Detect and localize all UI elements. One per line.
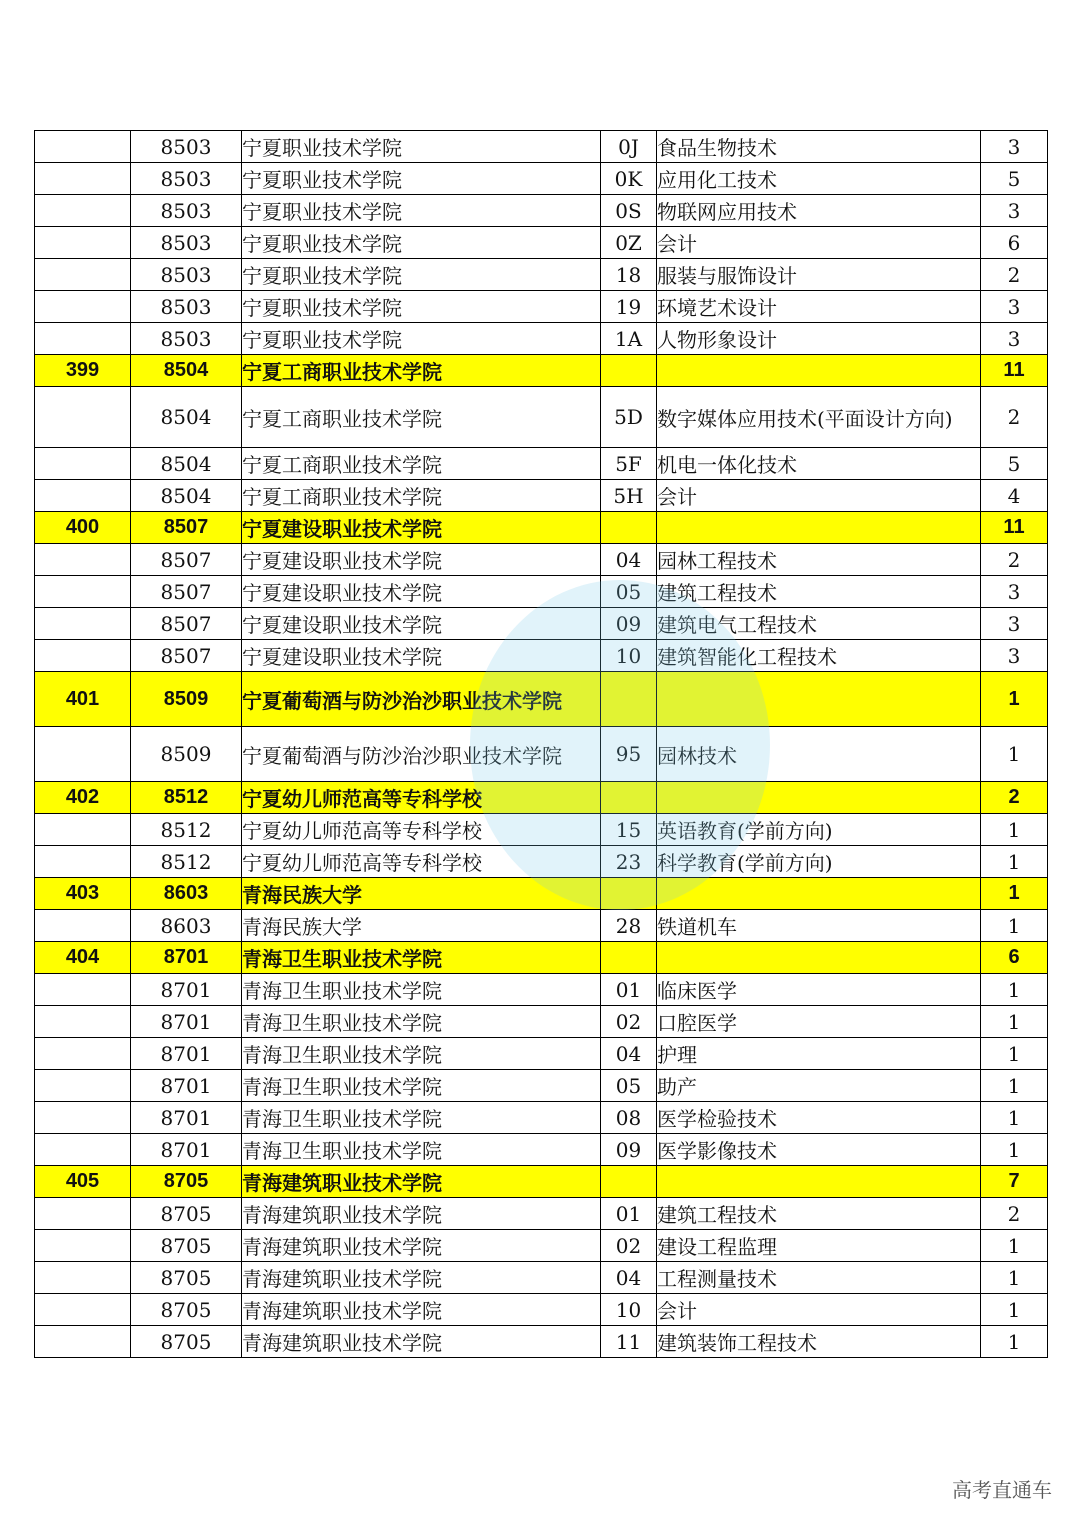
plan-count: 2: [981, 1198, 1048, 1230]
school-code: 8509: [131, 727, 242, 782]
table-row: [35, 1262, 1048, 1294]
school-code: 8705: [131, 1294, 242, 1326]
table-row: [35, 1006, 1048, 1038]
row-index: [35, 227, 131, 259]
school-code: 8701: [131, 942, 242, 974]
school-code: 8603: [131, 910, 242, 942]
table-row: [35, 1230, 1048, 1262]
major-name: [657, 878, 981, 910]
school-name: 青海建筑职业技术学院: [242, 1198, 601, 1230]
major-code: [601, 878, 657, 910]
row-index: [35, 131, 131, 163]
school-code: 8705: [131, 1166, 242, 1198]
school-summary-row: [35, 1166, 1048, 1198]
major-code: 05: [601, 576, 657, 608]
major-code: 5H: [601, 480, 657, 512]
school-code: 8705: [131, 1262, 242, 1294]
school-name: 宁夏建设职业技术学院: [242, 608, 601, 640]
major-name: [657, 355, 981, 387]
plan-count: 1: [981, 846, 1048, 878]
footer-watermark-text: 高考直通车: [952, 1478, 1052, 1502]
major-name: 建设工程监理: [657, 1230, 981, 1262]
row-index: [35, 259, 131, 291]
school-code: 8503: [131, 163, 242, 195]
major-name: 会计: [657, 227, 981, 259]
plan-count: 11: [981, 355, 1048, 387]
row-index: [35, 846, 131, 878]
school-code: 8504: [131, 387, 242, 448]
school-code: 8503: [131, 291, 242, 323]
school-name: 宁夏职业技术学院: [242, 163, 601, 195]
school-code: 8701: [131, 1070, 242, 1102]
plan-count: 1: [981, 727, 1048, 782]
school-code: 8701: [131, 974, 242, 1006]
major-name: 会计: [657, 1294, 981, 1326]
plan-count: 1: [981, 1134, 1048, 1166]
major-name: 园林技术: [657, 727, 981, 782]
enrollment-table: [34, 130, 1048, 1358]
school-name: 宁夏工商职业技术学院: [242, 355, 601, 387]
school-summary-row: [35, 355, 1048, 387]
major-name: 人物形象设计: [657, 323, 981, 355]
major-code: 05: [601, 1070, 657, 1102]
school-name: 青海民族大学: [242, 878, 601, 910]
school-code: 8509: [131, 672, 242, 727]
school-code: 8504: [131, 355, 242, 387]
major-name: 口腔医学: [657, 1006, 981, 1038]
plan-count: 6: [981, 227, 1048, 259]
plan-count: 2: [981, 387, 1048, 448]
school-name: 青海卫生职业技术学院: [242, 1006, 601, 1038]
school-name: 青海建筑职业技术学院: [242, 1166, 601, 1198]
plan-count: 3: [981, 608, 1048, 640]
row-index: [35, 163, 131, 195]
row-index: [35, 1134, 131, 1166]
major-code: 5F: [601, 448, 657, 480]
table-row: [35, 448, 1048, 480]
school-code: 8705: [131, 1326, 242, 1358]
row-index: [35, 814, 131, 846]
major-code: 09: [601, 608, 657, 640]
major-code: 0S: [601, 195, 657, 227]
major-code: 0J: [601, 131, 657, 163]
school-name: 青海卫生职业技术学院: [242, 1070, 601, 1102]
row-index: 400: [35, 512, 131, 544]
major-code: 11: [601, 1326, 657, 1358]
plan-count: 5: [981, 163, 1048, 195]
major-code: 18: [601, 259, 657, 291]
table-row: [35, 1294, 1048, 1326]
school-code: 8507: [131, 640, 242, 672]
major-name: 医学检验技术: [657, 1102, 981, 1134]
major-name: 应用化工技术: [657, 163, 981, 195]
plan-count: 1: [981, 672, 1048, 727]
major-name: 数字媒体应用技术(平面设计方向): [657, 387, 981, 448]
table-row: [35, 727, 1048, 782]
table-row: [35, 576, 1048, 608]
major-code: 09: [601, 1134, 657, 1166]
table-row: [35, 1070, 1048, 1102]
school-code: 8504: [131, 448, 242, 480]
major-code: 0K: [601, 163, 657, 195]
major-code: 04: [601, 1262, 657, 1294]
plan-count: 3: [981, 323, 1048, 355]
major-code: 04: [601, 544, 657, 576]
major-code: 02: [601, 1006, 657, 1038]
row-index: [35, 727, 131, 782]
school-name: 宁夏幼儿师范高等专科学校: [242, 782, 601, 814]
row-index: [35, 1038, 131, 1070]
plan-count: 7: [981, 1166, 1048, 1198]
major-code: 19: [601, 291, 657, 323]
row-index: [35, 1326, 131, 1358]
school-code: 8504: [131, 480, 242, 512]
school-summary-row: [35, 512, 1048, 544]
major-name: 食品生物技术: [657, 131, 981, 163]
major-code: 04: [601, 1038, 657, 1070]
row-index: [35, 640, 131, 672]
major-name: [657, 672, 981, 727]
row-index: [35, 195, 131, 227]
row-index: 403: [35, 878, 131, 910]
school-code: 8603: [131, 878, 242, 910]
table-row: [35, 227, 1048, 259]
table-row: [35, 1198, 1048, 1230]
plan-count: 3: [981, 131, 1048, 163]
major-name: 园林工程技术: [657, 544, 981, 576]
major-name: 助产: [657, 1070, 981, 1102]
plan-count: 1: [981, 974, 1048, 1006]
major-name: [657, 942, 981, 974]
school-name: 青海卫生职业技术学院: [242, 1134, 601, 1166]
row-index: [35, 323, 131, 355]
table-row: [35, 259, 1048, 291]
major-code: 28: [601, 910, 657, 942]
school-name: 宁夏葡萄酒与防沙治沙职业技术学院: [242, 727, 601, 782]
plan-count: 1: [981, 1294, 1048, 1326]
school-summary-row: [35, 672, 1048, 727]
table-row: [35, 640, 1048, 672]
school-name: 宁夏职业技术学院: [242, 291, 601, 323]
plan-count: 6: [981, 942, 1048, 974]
major-name: 建筑智能化工程技术: [657, 640, 981, 672]
major-code: 15: [601, 814, 657, 846]
school-code: 8503: [131, 195, 242, 227]
school-summary-row: [35, 942, 1048, 974]
school-name: 青海建筑职业技术学院: [242, 1262, 601, 1294]
major-code: [601, 672, 657, 727]
school-code: 8512: [131, 846, 242, 878]
table-row: [35, 163, 1048, 195]
plan-count: 1: [981, 1262, 1048, 1294]
table-row: [35, 1134, 1048, 1166]
major-code: 02: [601, 1230, 657, 1262]
major-name: 铁道机车: [657, 910, 981, 942]
row-index: [35, 910, 131, 942]
row-index: [35, 387, 131, 448]
major-name: 建筑工程技术: [657, 576, 981, 608]
table-row: [35, 195, 1048, 227]
school-name: 青海建筑职业技术学院: [242, 1326, 601, 1358]
major-name: 环境艺术设计: [657, 291, 981, 323]
major-name: 工程测量技术: [657, 1262, 981, 1294]
major-code: 10: [601, 1294, 657, 1326]
plan-count: 3: [981, 576, 1048, 608]
school-code: 8507: [131, 576, 242, 608]
table-row: [35, 291, 1048, 323]
school-code: 8701: [131, 1102, 242, 1134]
plan-count: 2: [981, 544, 1048, 576]
major-name: [657, 782, 981, 814]
major-name: 护理: [657, 1038, 981, 1070]
school-name: 宁夏幼儿师范高等专科学校: [242, 814, 601, 846]
plan-count: 5: [981, 448, 1048, 480]
school-code: 8701: [131, 1006, 242, 1038]
plan-count: 1: [981, 1070, 1048, 1102]
plan-count: 11: [981, 512, 1048, 544]
school-name: 宁夏职业技术学院: [242, 195, 601, 227]
plan-count: 2: [981, 259, 1048, 291]
major-code: 08: [601, 1102, 657, 1134]
plan-count: 1: [981, 878, 1048, 910]
plan-count: 1: [981, 1102, 1048, 1134]
school-summary-row: [35, 782, 1048, 814]
school-code: 8507: [131, 608, 242, 640]
row-index: [35, 1006, 131, 1038]
school-code: 8701: [131, 1038, 242, 1070]
school-code: 8705: [131, 1230, 242, 1262]
major-name: 机电一体化技术: [657, 448, 981, 480]
major-name: 会计: [657, 480, 981, 512]
major-name: 科学教育(学前方向): [657, 846, 981, 878]
school-name: 青海民族大学: [242, 910, 601, 942]
school-name: 青海卫生职业技术学院: [242, 974, 601, 1006]
major-code: 10: [601, 640, 657, 672]
row-index: [35, 1262, 131, 1294]
major-code: 23: [601, 846, 657, 878]
major-code: 01: [601, 1198, 657, 1230]
table-row: [35, 387, 1048, 448]
school-name: 宁夏幼儿师范高等专科学校: [242, 846, 601, 878]
table-body: [35, 131, 1048, 1358]
row-index: [35, 448, 131, 480]
major-name: 服装与服饰设计: [657, 259, 981, 291]
school-name: 宁夏职业技术学院: [242, 227, 601, 259]
plan-count: 1: [981, 1230, 1048, 1262]
plan-count: 3: [981, 291, 1048, 323]
row-index: [35, 974, 131, 1006]
table-row: [35, 910, 1048, 942]
row-index: 402: [35, 782, 131, 814]
major-name: [657, 512, 981, 544]
row-index: 405: [35, 1166, 131, 1198]
row-index: 401: [35, 672, 131, 727]
plan-count: 4: [981, 480, 1048, 512]
school-name: 青海卫生职业技术学院: [242, 1102, 601, 1134]
plan-count: 2: [981, 782, 1048, 814]
school-code: 8503: [131, 227, 242, 259]
school-name: 宁夏建设职业技术学院: [242, 544, 601, 576]
school-name: 宁夏工商职业技术学院: [242, 448, 601, 480]
table-row: [35, 608, 1048, 640]
plan-count: 1: [981, 1038, 1048, 1070]
school-code: 8512: [131, 814, 242, 846]
row-index: [35, 1230, 131, 1262]
plan-count: 3: [981, 640, 1048, 672]
plan-count: 1: [981, 814, 1048, 846]
table-row: [35, 544, 1048, 576]
plan-count: 1: [981, 1006, 1048, 1038]
school-name: 青海建筑职业技术学院: [242, 1230, 601, 1262]
school-summary-row: [35, 878, 1048, 910]
plan-count: 1: [981, 1326, 1048, 1358]
row-index: [35, 480, 131, 512]
major-name: 建筑工程技术: [657, 1198, 981, 1230]
major-code: 95: [601, 727, 657, 782]
school-code: 8507: [131, 512, 242, 544]
school-code: 8705: [131, 1198, 242, 1230]
table-row: [35, 974, 1048, 1006]
school-code: 8512: [131, 782, 242, 814]
school-name: 青海建筑职业技术学院: [242, 1294, 601, 1326]
major-code: 01: [601, 974, 657, 1006]
school-name: 宁夏建设职业技术学院: [242, 512, 601, 544]
row-index: [35, 1070, 131, 1102]
row-index: 404: [35, 942, 131, 974]
table-row: [35, 846, 1048, 878]
school-name: 宁夏职业技术学院: [242, 323, 601, 355]
table-row: [35, 323, 1048, 355]
major-code: 1A: [601, 323, 657, 355]
school-name: 宁夏建设职业技术学院: [242, 640, 601, 672]
major-name: 建筑装饰工程技术: [657, 1326, 981, 1358]
school-name: 宁夏职业技术学院: [242, 131, 601, 163]
major-code: [601, 782, 657, 814]
school-name: 宁夏工商职业技术学院: [242, 480, 601, 512]
row-index: [35, 544, 131, 576]
school-code: 8503: [131, 259, 242, 291]
major-code: [601, 512, 657, 544]
plan-count: 1: [981, 910, 1048, 942]
school-name: 宁夏职业技术学院: [242, 259, 601, 291]
school-code: 8503: [131, 131, 242, 163]
major-name: 临床医学: [657, 974, 981, 1006]
major-name: 英语教育(学前方向): [657, 814, 981, 846]
row-index: [35, 1198, 131, 1230]
major-code: 0Z: [601, 227, 657, 259]
row-index: [35, 1102, 131, 1134]
school-code: 8507: [131, 544, 242, 576]
table-row: [35, 1038, 1048, 1070]
school-name: 宁夏工商职业技术学院: [242, 387, 601, 448]
row-index: [35, 608, 131, 640]
major-name: 物联网应用技术: [657, 195, 981, 227]
school-name: 宁夏建设职业技术学院: [242, 576, 601, 608]
row-index: 399: [35, 355, 131, 387]
school-code: 8701: [131, 1134, 242, 1166]
major-code: [601, 942, 657, 974]
major-name: [657, 1166, 981, 1198]
table-row: [35, 814, 1048, 846]
major-name: 医学影像技术: [657, 1134, 981, 1166]
major-code: [601, 1166, 657, 1198]
plan-count: 3: [981, 195, 1048, 227]
table-row: [35, 1326, 1048, 1358]
school-name: 青海卫生职业技术学院: [242, 1038, 601, 1070]
table-row: [35, 131, 1048, 163]
major-name: 建筑电气工程技术: [657, 608, 981, 640]
school-code: 8503: [131, 323, 242, 355]
major-code: [601, 355, 657, 387]
row-index: [35, 1294, 131, 1326]
row-index: [35, 576, 131, 608]
school-name: 青海卫生职业技术学院: [242, 942, 601, 974]
major-code: 5D: [601, 387, 657, 448]
school-name: 宁夏葡萄酒与防沙治沙职业技术学院: [242, 672, 601, 727]
table-row: [35, 480, 1048, 512]
table-row: [35, 1102, 1048, 1134]
row-index: [35, 291, 131, 323]
